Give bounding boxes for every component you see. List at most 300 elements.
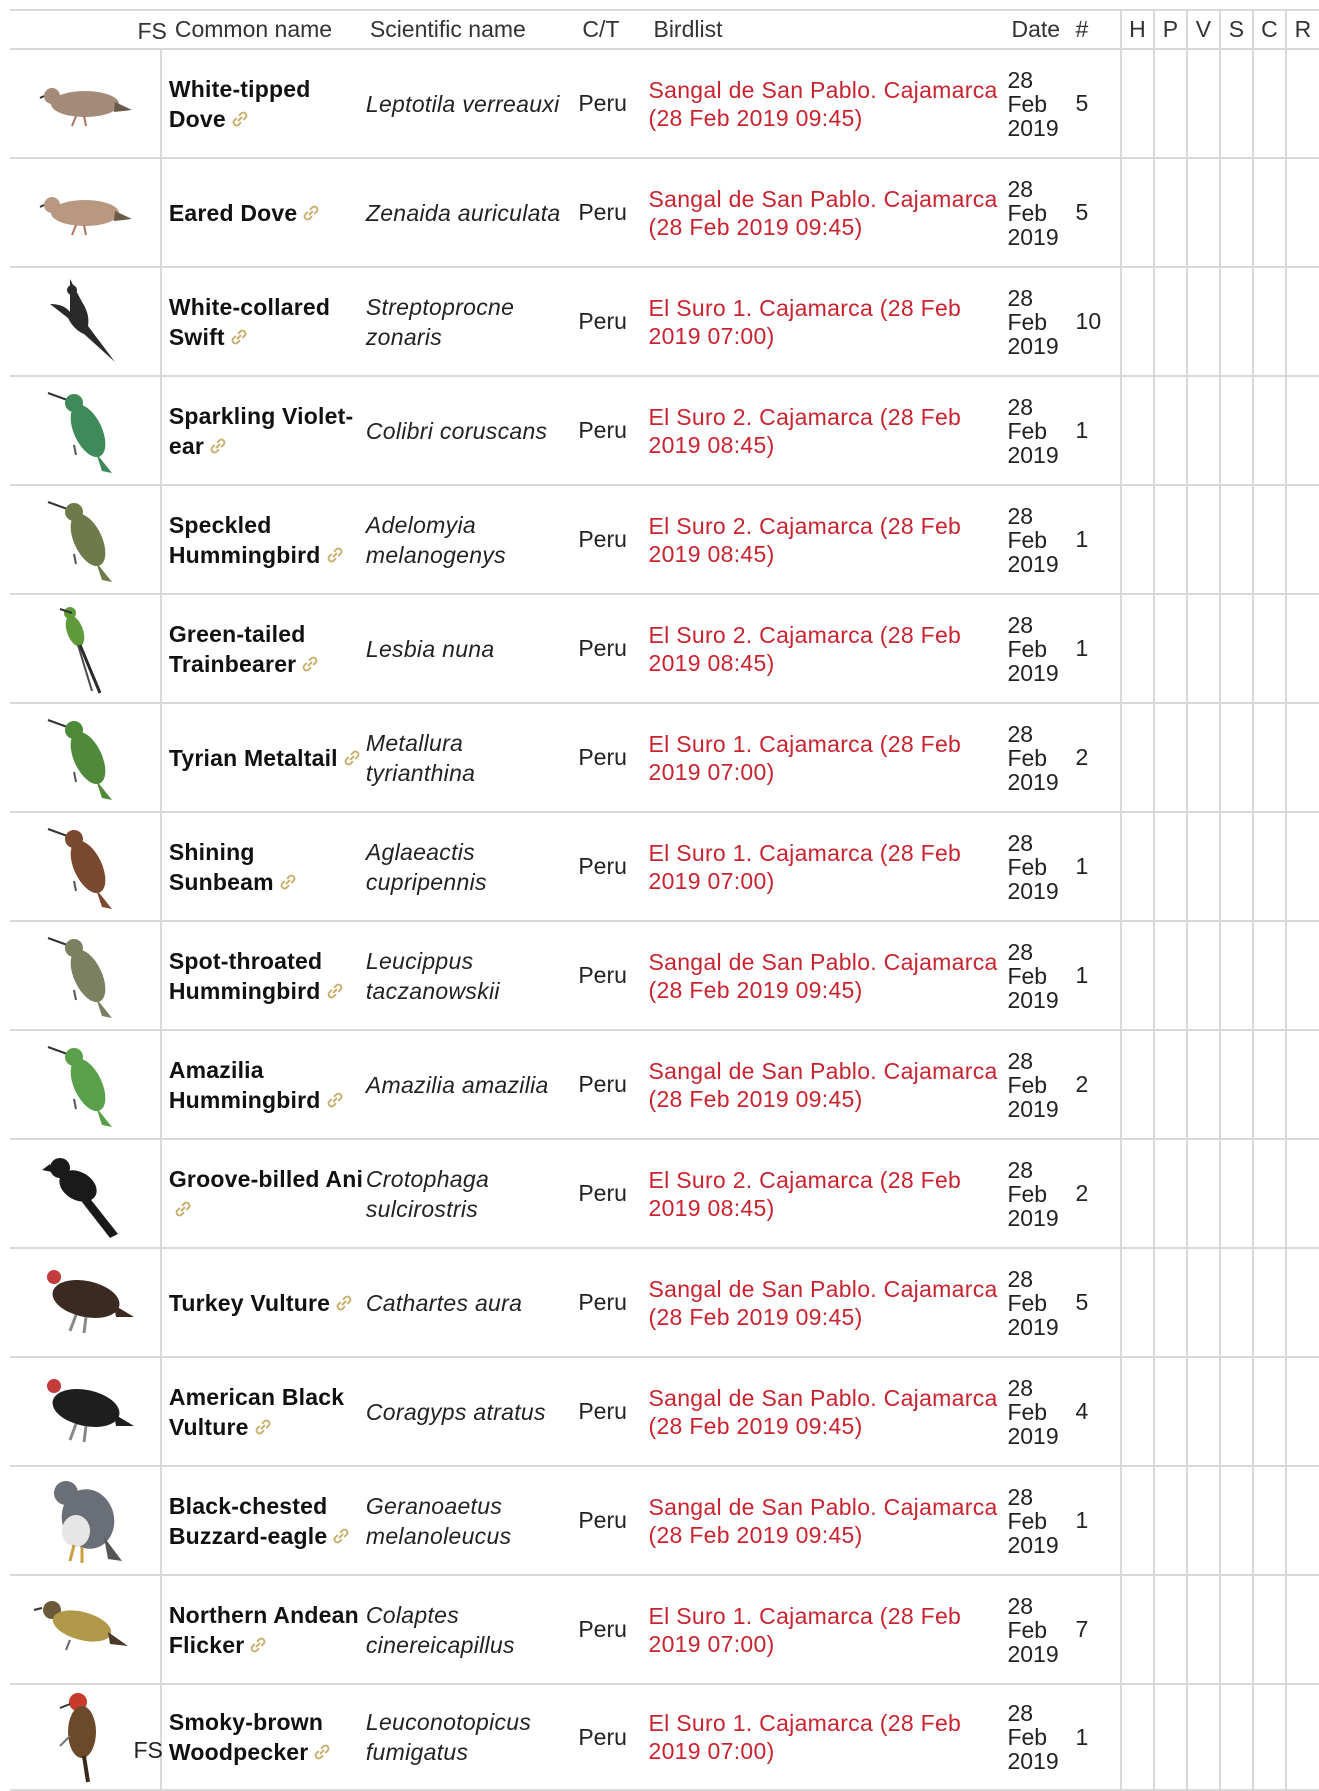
fs-cell xyxy=(161,812,169,921)
scientific-name: Leucippus taczanowskii xyxy=(366,921,578,1030)
date-month: Feb xyxy=(1007,1398,1048,1425)
p-header[interactable]: P xyxy=(1154,10,1187,49)
p-flag-cell xyxy=(1154,1357,1187,1466)
c-header[interactable]: C xyxy=(1253,10,1286,49)
v-flag-cell xyxy=(1187,1466,1220,1575)
fs-cell xyxy=(161,267,169,376)
bird-image-cell[interactable] xyxy=(10,1575,161,1684)
r-flag-cell xyxy=(1286,1684,1319,1790)
date-year: 2019 xyxy=(1007,1748,1059,1774)
p-flag-cell xyxy=(1154,703,1187,812)
count-cell: 1 xyxy=(1076,1466,1121,1575)
dove-illustration-icon[interactable] xyxy=(10,165,160,260)
scientific-name: Aglaeactis cupripennis xyxy=(366,812,578,921)
s-flag-cell xyxy=(1220,267,1253,376)
date-year: 2019 xyxy=(1007,1095,1059,1122)
date-day: 28 xyxy=(1007,829,1034,856)
link-icon[interactable] xyxy=(173,1196,193,1216)
table-row xyxy=(10,485,1319,594)
date-month: Feb xyxy=(1007,635,1048,662)
country-cell: Peru xyxy=(578,49,648,158)
eagle-illustration-icon[interactable] xyxy=(10,1473,160,1568)
c-flag-cell xyxy=(1253,812,1286,921)
v-flag-cell xyxy=(1187,594,1220,703)
common-name-text: Amazilia Hummingbird xyxy=(168,1056,321,1113)
table-row xyxy=(10,1030,1319,1139)
vulture-illustration-icon[interactable] xyxy=(10,1364,160,1459)
common-name-text: Smoky-brown Woodpecker xyxy=(168,1709,324,1765)
link-icon[interactable] xyxy=(208,433,228,453)
bird-image-cell[interactable] xyxy=(10,376,161,485)
r-flag-cell xyxy=(1286,158,1319,267)
v-flag-cell xyxy=(1187,158,1220,267)
h-flag-cell xyxy=(1121,1575,1154,1684)
date-cell xyxy=(1007,1466,1075,1575)
h-flag-cell xyxy=(1121,921,1154,1030)
scientific-name: Crotophaga sulcirostris xyxy=(366,1139,578,1248)
c-flag-cell xyxy=(1253,158,1286,267)
s-flag-cell xyxy=(1220,703,1253,812)
birdlist-link[interactable]: El Suro 1. Cajamarca (28 Feb 2019 07:00) xyxy=(648,1575,1007,1684)
table-row xyxy=(10,1466,1319,1575)
date-cell xyxy=(1007,1030,1075,1139)
common-name-text: Shining Sunbeam xyxy=(168,838,274,895)
date-day: 28 xyxy=(1007,66,1034,93)
table-row xyxy=(10,267,1319,376)
v-flag-cell xyxy=(1187,1248,1220,1357)
table-row xyxy=(10,812,1319,921)
common-name xyxy=(169,594,366,703)
bird-image-cell[interactable] xyxy=(10,1466,161,1575)
date-cell xyxy=(1007,1139,1075,1248)
link-icon[interactable] xyxy=(325,978,345,998)
r-flag-cell xyxy=(1286,49,1319,158)
link-icon[interactable] xyxy=(229,324,249,344)
p-flag-cell xyxy=(1154,1684,1187,1790)
table-row xyxy=(10,703,1319,812)
date-year: 2019 xyxy=(1007,1422,1059,1449)
flicker-illustration-icon[interactable] xyxy=(10,1582,160,1677)
birdlist-link[interactable]: Sangal de San Pablo. Cajamarca (28 Feb 2019 09:45) xyxy=(648,158,1007,267)
common-name xyxy=(169,1684,366,1790)
v-flag-cell xyxy=(1187,1030,1220,1139)
date-year: 2019 xyxy=(1007,441,1059,468)
c-flag-cell xyxy=(1253,267,1286,376)
country-cell: Peru xyxy=(578,921,648,1030)
common-name xyxy=(169,1248,366,1357)
v-flag-cell xyxy=(1187,1357,1220,1466)
swift-illustration-icon[interactable] xyxy=(10,274,160,369)
common-name-text: Tyrian Metaltail xyxy=(168,744,338,771)
c-flag-cell xyxy=(1253,1030,1286,1139)
p-flag-cell xyxy=(1154,921,1187,1030)
s-flag-cell xyxy=(1220,1139,1253,1248)
table-row xyxy=(10,1357,1319,1466)
link-icon[interactable] xyxy=(300,651,320,671)
scientific-name-header[interactable]: Scientific name xyxy=(366,10,578,49)
bird-image-cell[interactable] xyxy=(10,703,161,812)
count-cell: 1 xyxy=(1076,1684,1121,1790)
fs-cell xyxy=(133,1684,169,1790)
count-header[interactable]: # xyxy=(1076,10,1121,49)
link-icon[interactable] xyxy=(312,1739,332,1759)
fs-cell xyxy=(161,921,169,1030)
birdlist-link[interactable]: El Suro 1. Cajamarca (28 Feb 2019 07:00) xyxy=(648,1684,1007,1790)
date-year: 2019 xyxy=(1007,877,1059,904)
country-cell: Peru xyxy=(578,485,648,594)
r-flag-cell xyxy=(1286,1248,1319,1357)
country-cell: Peru xyxy=(578,1466,648,1575)
h-flag-cell xyxy=(1121,1030,1154,1139)
link-icon[interactable] xyxy=(334,1290,354,1310)
v-flag-cell xyxy=(1187,1139,1220,1248)
date-day: 28 xyxy=(1007,1592,1034,1619)
date-month: Feb xyxy=(1007,744,1048,771)
p-flag-cell xyxy=(1154,594,1187,703)
hummingbird-illustration-icon[interactable] xyxy=(10,1037,160,1132)
bird-image-cell[interactable] xyxy=(10,158,161,267)
fs-cell xyxy=(161,1139,169,1248)
h-flag-cell xyxy=(1121,485,1154,594)
h-flag-cell xyxy=(1121,1684,1154,1790)
s-flag-cell xyxy=(1220,49,1253,158)
date-month: Feb xyxy=(1007,853,1048,880)
date-month: Feb xyxy=(1007,199,1048,226)
bird-image-cell[interactable] xyxy=(10,1139,161,1248)
common-name xyxy=(169,158,366,267)
p-flag-cell xyxy=(1154,1575,1187,1684)
birdlist-link[interactable]: El Suro 1. Cajamarca (28 Feb 2019 07:00) xyxy=(648,703,1007,812)
date-day: 28 xyxy=(1007,1700,1034,1726)
date-cell xyxy=(1007,158,1075,267)
date-day: 28 xyxy=(1007,393,1034,420)
r-flag-cell xyxy=(1286,594,1319,703)
v-flag-cell xyxy=(1187,921,1220,1030)
scientific-name: Lesbia nuna xyxy=(366,594,578,703)
v-header[interactable]: V xyxy=(1187,10,1220,49)
dove-illustration-icon[interactable] xyxy=(10,56,160,151)
sightings-table xyxy=(10,9,1319,1791)
date-day: 28 xyxy=(1007,720,1034,747)
date-day: 28 xyxy=(1007,1047,1034,1074)
hummingbird-illustration-icon[interactable] xyxy=(10,492,160,587)
p-flag-cell xyxy=(1154,1466,1187,1575)
scientific-name: Cathartes aura xyxy=(366,1248,578,1357)
date-cell xyxy=(1007,812,1075,921)
count-cell: 7 xyxy=(1076,1575,1121,1684)
common-name xyxy=(169,812,366,921)
table-row xyxy=(10,921,1319,1030)
link-icon[interactable] xyxy=(325,1087,345,1107)
v-flag-cell xyxy=(1187,49,1220,158)
date-year: 2019 xyxy=(1007,768,1059,795)
r-header[interactable]: R xyxy=(1286,10,1319,49)
count-cell: 2 xyxy=(1076,703,1121,812)
s-flag-cell xyxy=(1220,921,1253,1030)
common-name xyxy=(169,703,366,812)
link-icon[interactable] xyxy=(331,1523,351,1543)
scientific-name: Colibri coruscans xyxy=(366,376,578,485)
common-name-text: Turkey Vulture xyxy=(168,1289,331,1316)
fs-cell xyxy=(161,1030,169,1139)
fs-cell xyxy=(161,1357,169,1466)
date-day: 28 xyxy=(1007,1265,1034,1292)
date-year: 2019 xyxy=(1007,550,1059,577)
date-cell xyxy=(1007,376,1075,485)
common-name-text: White-tipped Dove xyxy=(168,75,311,132)
fs-cell xyxy=(161,376,169,485)
common-name xyxy=(169,376,366,485)
hummingbird-illustration-icon[interactable] xyxy=(10,928,160,1023)
count-cell: 5 xyxy=(1076,1248,1121,1357)
fs-header[interactable]: FS xyxy=(161,10,169,49)
s-flag-cell xyxy=(1220,1030,1253,1139)
link-icon[interactable] xyxy=(230,106,250,126)
fs-cell xyxy=(161,1575,169,1684)
fs-cell xyxy=(161,1466,169,1575)
birdlist-link[interactable]: Sangal de San Pablo. Cajamarca (28 Feb 2019 09:45) xyxy=(648,1248,1007,1357)
date-day: 28 xyxy=(1007,938,1034,965)
date-cell xyxy=(1007,1357,1075,1466)
common-name-text: Green-tailed Trainbearer xyxy=(168,620,306,677)
ani-illustration-icon[interactable] xyxy=(10,1146,160,1241)
table-row xyxy=(10,1139,1319,1248)
s-flag-cell xyxy=(1220,158,1253,267)
common-name xyxy=(169,1030,366,1139)
r-flag-cell xyxy=(1286,1466,1319,1575)
s-flag-cell xyxy=(1220,812,1253,921)
table-row xyxy=(10,1684,1319,1790)
common-name-text: American Black Vulture xyxy=(168,1383,345,1440)
r-flag-cell xyxy=(1286,703,1319,812)
date-month: Feb xyxy=(1007,1289,1048,1316)
common-name xyxy=(169,485,366,594)
hummingbird-illustration-icon[interactable] xyxy=(10,383,160,478)
date-month: Feb xyxy=(1007,417,1048,444)
common-name-text: White-collared Swift xyxy=(168,293,331,350)
scientific-name: Amazilia amazilia xyxy=(366,1030,578,1139)
table-row xyxy=(10,1248,1319,1357)
h-flag-cell xyxy=(1121,376,1154,485)
link-icon[interactable] xyxy=(253,1414,273,1434)
r-flag-cell xyxy=(1286,1575,1319,1684)
c-flag-cell xyxy=(1253,703,1286,812)
common-name xyxy=(169,267,366,376)
date-day: 28 xyxy=(1007,175,1034,202)
date-year: 2019 xyxy=(1007,114,1059,141)
v-flag-cell xyxy=(1187,376,1220,485)
v-flag-cell xyxy=(1187,267,1220,376)
bird-image-cell[interactable] xyxy=(10,921,161,1030)
date-month: Feb xyxy=(1007,1507,1048,1534)
birdlist-link[interactable]: Sangal de San Pablo. Cajamarca (28 Feb 2019 09:45) xyxy=(648,1466,1007,1575)
date-cell xyxy=(1007,921,1075,1030)
country-cell: Peru xyxy=(578,1139,648,1248)
date-year: 2019 xyxy=(1007,223,1059,250)
count-cell: 1 xyxy=(1076,812,1121,921)
date-month: Feb xyxy=(1007,1616,1048,1643)
common-name-text: Northern Andean Flicker xyxy=(168,1601,359,1658)
fs-cell xyxy=(161,49,169,158)
birdlist-link[interactable]: Sangal de San Pablo. Cajamarca (28 Feb 2019 09:45) xyxy=(648,1357,1007,1466)
hummingbird-illustration-icon[interactable] xyxy=(10,710,160,805)
birdlist-link[interactable]: Sangal de San Pablo. Cajamarca (28 Feb 2019 09:45) xyxy=(648,921,1007,1030)
h-flag-cell xyxy=(1121,1357,1154,1466)
date-header[interactable]: Date xyxy=(1007,10,1075,49)
link-icon[interactable] xyxy=(301,200,321,220)
country-cell: Peru xyxy=(578,267,648,376)
p-flag-cell xyxy=(1154,1248,1187,1357)
country-cell: Peru xyxy=(578,158,648,267)
birdlist-link[interactable]: Sangal de San Pablo. Cajamarca (28 Feb 2019 09:45) xyxy=(648,1030,1007,1139)
date-cell xyxy=(1007,594,1075,703)
v-flag-cell xyxy=(1187,703,1220,812)
fs-marker: FS xyxy=(133,1737,163,1763)
table-row xyxy=(10,376,1319,485)
table-row xyxy=(10,594,1319,703)
bird-image-cell[interactable] xyxy=(10,594,161,703)
birdlist-link[interactable]: El Suro 2. Cajamarca (28 Feb 2019 08:45) xyxy=(648,376,1007,485)
c-flag-cell xyxy=(1253,485,1286,594)
c-flag-cell xyxy=(1253,49,1286,158)
date-year: 2019 xyxy=(1007,1313,1059,1340)
date-day: 28 xyxy=(1007,1483,1034,1510)
h-flag-cell xyxy=(1121,267,1154,376)
bird-image-cell[interactable] xyxy=(10,812,161,921)
header-row xyxy=(10,10,1319,49)
date-month: Feb xyxy=(1007,1180,1048,1207)
date-day: 28 xyxy=(1007,284,1034,311)
s-flag-cell xyxy=(1220,1575,1253,1684)
date-cell xyxy=(1007,267,1075,376)
date-day: 28 xyxy=(1007,1156,1034,1183)
c-flag-cell xyxy=(1253,1466,1286,1575)
date-year: 2019 xyxy=(1007,332,1059,359)
common-name xyxy=(169,1466,366,1575)
bird-image-cell[interactable] xyxy=(10,49,161,158)
birdlist-link[interactable]: El Suro 2. Cajamarca (28 Feb 2019 08:45) xyxy=(648,594,1007,703)
v-flag-cell xyxy=(1187,1575,1220,1684)
link-icon[interactable] xyxy=(325,542,345,562)
scientific-name: Leptotila verreauxi xyxy=(366,49,578,158)
bird-image-cell[interactable] xyxy=(10,485,161,594)
hummingbird-illustration-icon[interactable] xyxy=(10,819,160,914)
common-name-text: Spot-throated Hummingbird xyxy=(168,947,323,1004)
scientific-name: Colaptes cinereicapillus xyxy=(366,1575,578,1684)
date-month: Feb xyxy=(1007,526,1048,553)
birdlist-link[interactable]: El Suro 2. Cajamarca (28 Feb 2019 08:45) xyxy=(648,485,1007,594)
c-flag-cell xyxy=(1253,921,1286,1030)
p-flag-cell xyxy=(1154,1139,1187,1248)
fs-cell xyxy=(161,1248,169,1357)
table-row xyxy=(10,49,1319,158)
date-day: 28 xyxy=(1007,502,1034,529)
p-flag-cell xyxy=(1154,485,1187,594)
date-cell xyxy=(1007,485,1075,594)
scientific-name: Leuconotopicus fumigatus xyxy=(366,1684,578,1790)
country-cell: Peru xyxy=(578,376,648,485)
v-flag-cell xyxy=(1187,1684,1220,1790)
common-name-text: Sparkling Violet-ear xyxy=(168,402,354,459)
common-name xyxy=(169,1357,366,1466)
s-flag-cell xyxy=(1220,594,1253,703)
c-flag-cell xyxy=(1253,1248,1286,1357)
common-name xyxy=(169,921,366,1030)
table-row xyxy=(10,1575,1319,1684)
s-flag-cell xyxy=(1220,1466,1253,1575)
fs-cell xyxy=(161,158,169,267)
date-cell xyxy=(1007,1575,1075,1684)
count-cell: 2 xyxy=(1076,1139,1121,1248)
birdlist-link[interactable]: El Suro 1. Cajamarca (28 Feb 2019 07:00) xyxy=(648,267,1007,376)
country-cell: Peru xyxy=(578,703,648,812)
p-flag-cell xyxy=(1154,158,1187,267)
link-icon[interactable] xyxy=(342,745,362,765)
count-cell: 1 xyxy=(1076,921,1121,1030)
country-cell: Peru xyxy=(578,1357,648,1466)
bird-image-cell[interactable] xyxy=(10,267,161,376)
r-flag-cell xyxy=(1286,1139,1319,1248)
h-header[interactable]: H xyxy=(1121,10,1154,49)
count-cell: 4 xyxy=(1076,1357,1121,1466)
birdlist-link[interactable]: Sangal de San Pablo. Cajamarca (28 Feb 2019 09:45) xyxy=(648,49,1007,158)
c-flag-cell xyxy=(1253,1139,1286,1248)
vulture-illustration-icon[interactable] xyxy=(10,1255,160,1350)
link-icon[interactable] xyxy=(278,869,298,889)
scientific-name: Zenaida auriculata xyxy=(366,158,578,267)
c-flag-cell xyxy=(1253,1357,1286,1466)
bird-image-cell[interactable] xyxy=(10,1030,161,1139)
date-month: Feb xyxy=(1007,1071,1048,1098)
h-flag-cell xyxy=(1121,158,1154,267)
ct-header[interactable]: C/T xyxy=(578,10,648,49)
country-cell: Peru xyxy=(578,1248,648,1357)
c-flag-cell xyxy=(1253,594,1286,703)
table-row xyxy=(10,158,1319,267)
bird-image-cell[interactable] xyxy=(10,1357,161,1466)
h-flag-cell xyxy=(1121,1139,1154,1248)
fs-cell xyxy=(161,703,169,812)
scientific-name: Streptoprocne zonaris xyxy=(366,267,578,376)
count-cell: 2 xyxy=(1076,1030,1121,1139)
v-flag-cell xyxy=(1187,812,1220,921)
p-flag-cell xyxy=(1154,812,1187,921)
date-month: Feb xyxy=(1007,962,1048,989)
birdlist-link[interactable]: El Suro 2. Cajamarca (28 Feb 2019 08:45) xyxy=(648,1139,1007,1248)
scientific-name: Geranoaetus melanoleucus xyxy=(366,1466,578,1575)
h-flag-cell xyxy=(1121,594,1154,703)
link-icon[interactable] xyxy=(248,1632,268,1652)
birdlist-header[interactable]: Birdlist xyxy=(648,10,1007,49)
p-flag-cell xyxy=(1154,49,1187,158)
h-flag-cell xyxy=(1121,703,1154,812)
p-flag-cell xyxy=(1154,1030,1187,1139)
date-cell xyxy=(1007,1248,1075,1357)
s-flag-cell xyxy=(1220,1684,1253,1790)
date-year: 2019 xyxy=(1007,1204,1059,1231)
h-flag-cell xyxy=(1121,1248,1154,1357)
common-name-header[interactable]: Common name xyxy=(169,10,366,49)
birdlist-link[interactable]: El Suro 1. Cajamarca (28 Feb 2019 07:00) xyxy=(648,812,1007,921)
common-name xyxy=(169,1575,366,1684)
p-flag-cell xyxy=(1154,376,1187,485)
s-header[interactable]: S xyxy=(1220,10,1253,49)
date-cell xyxy=(1007,1684,1075,1790)
trainbearer-illustration-icon[interactable] xyxy=(10,601,160,696)
count-cell: 1 xyxy=(1076,376,1121,485)
scientific-name: Metallura tyrianthina xyxy=(366,703,578,812)
bird-image-cell[interactable] xyxy=(10,1248,161,1357)
